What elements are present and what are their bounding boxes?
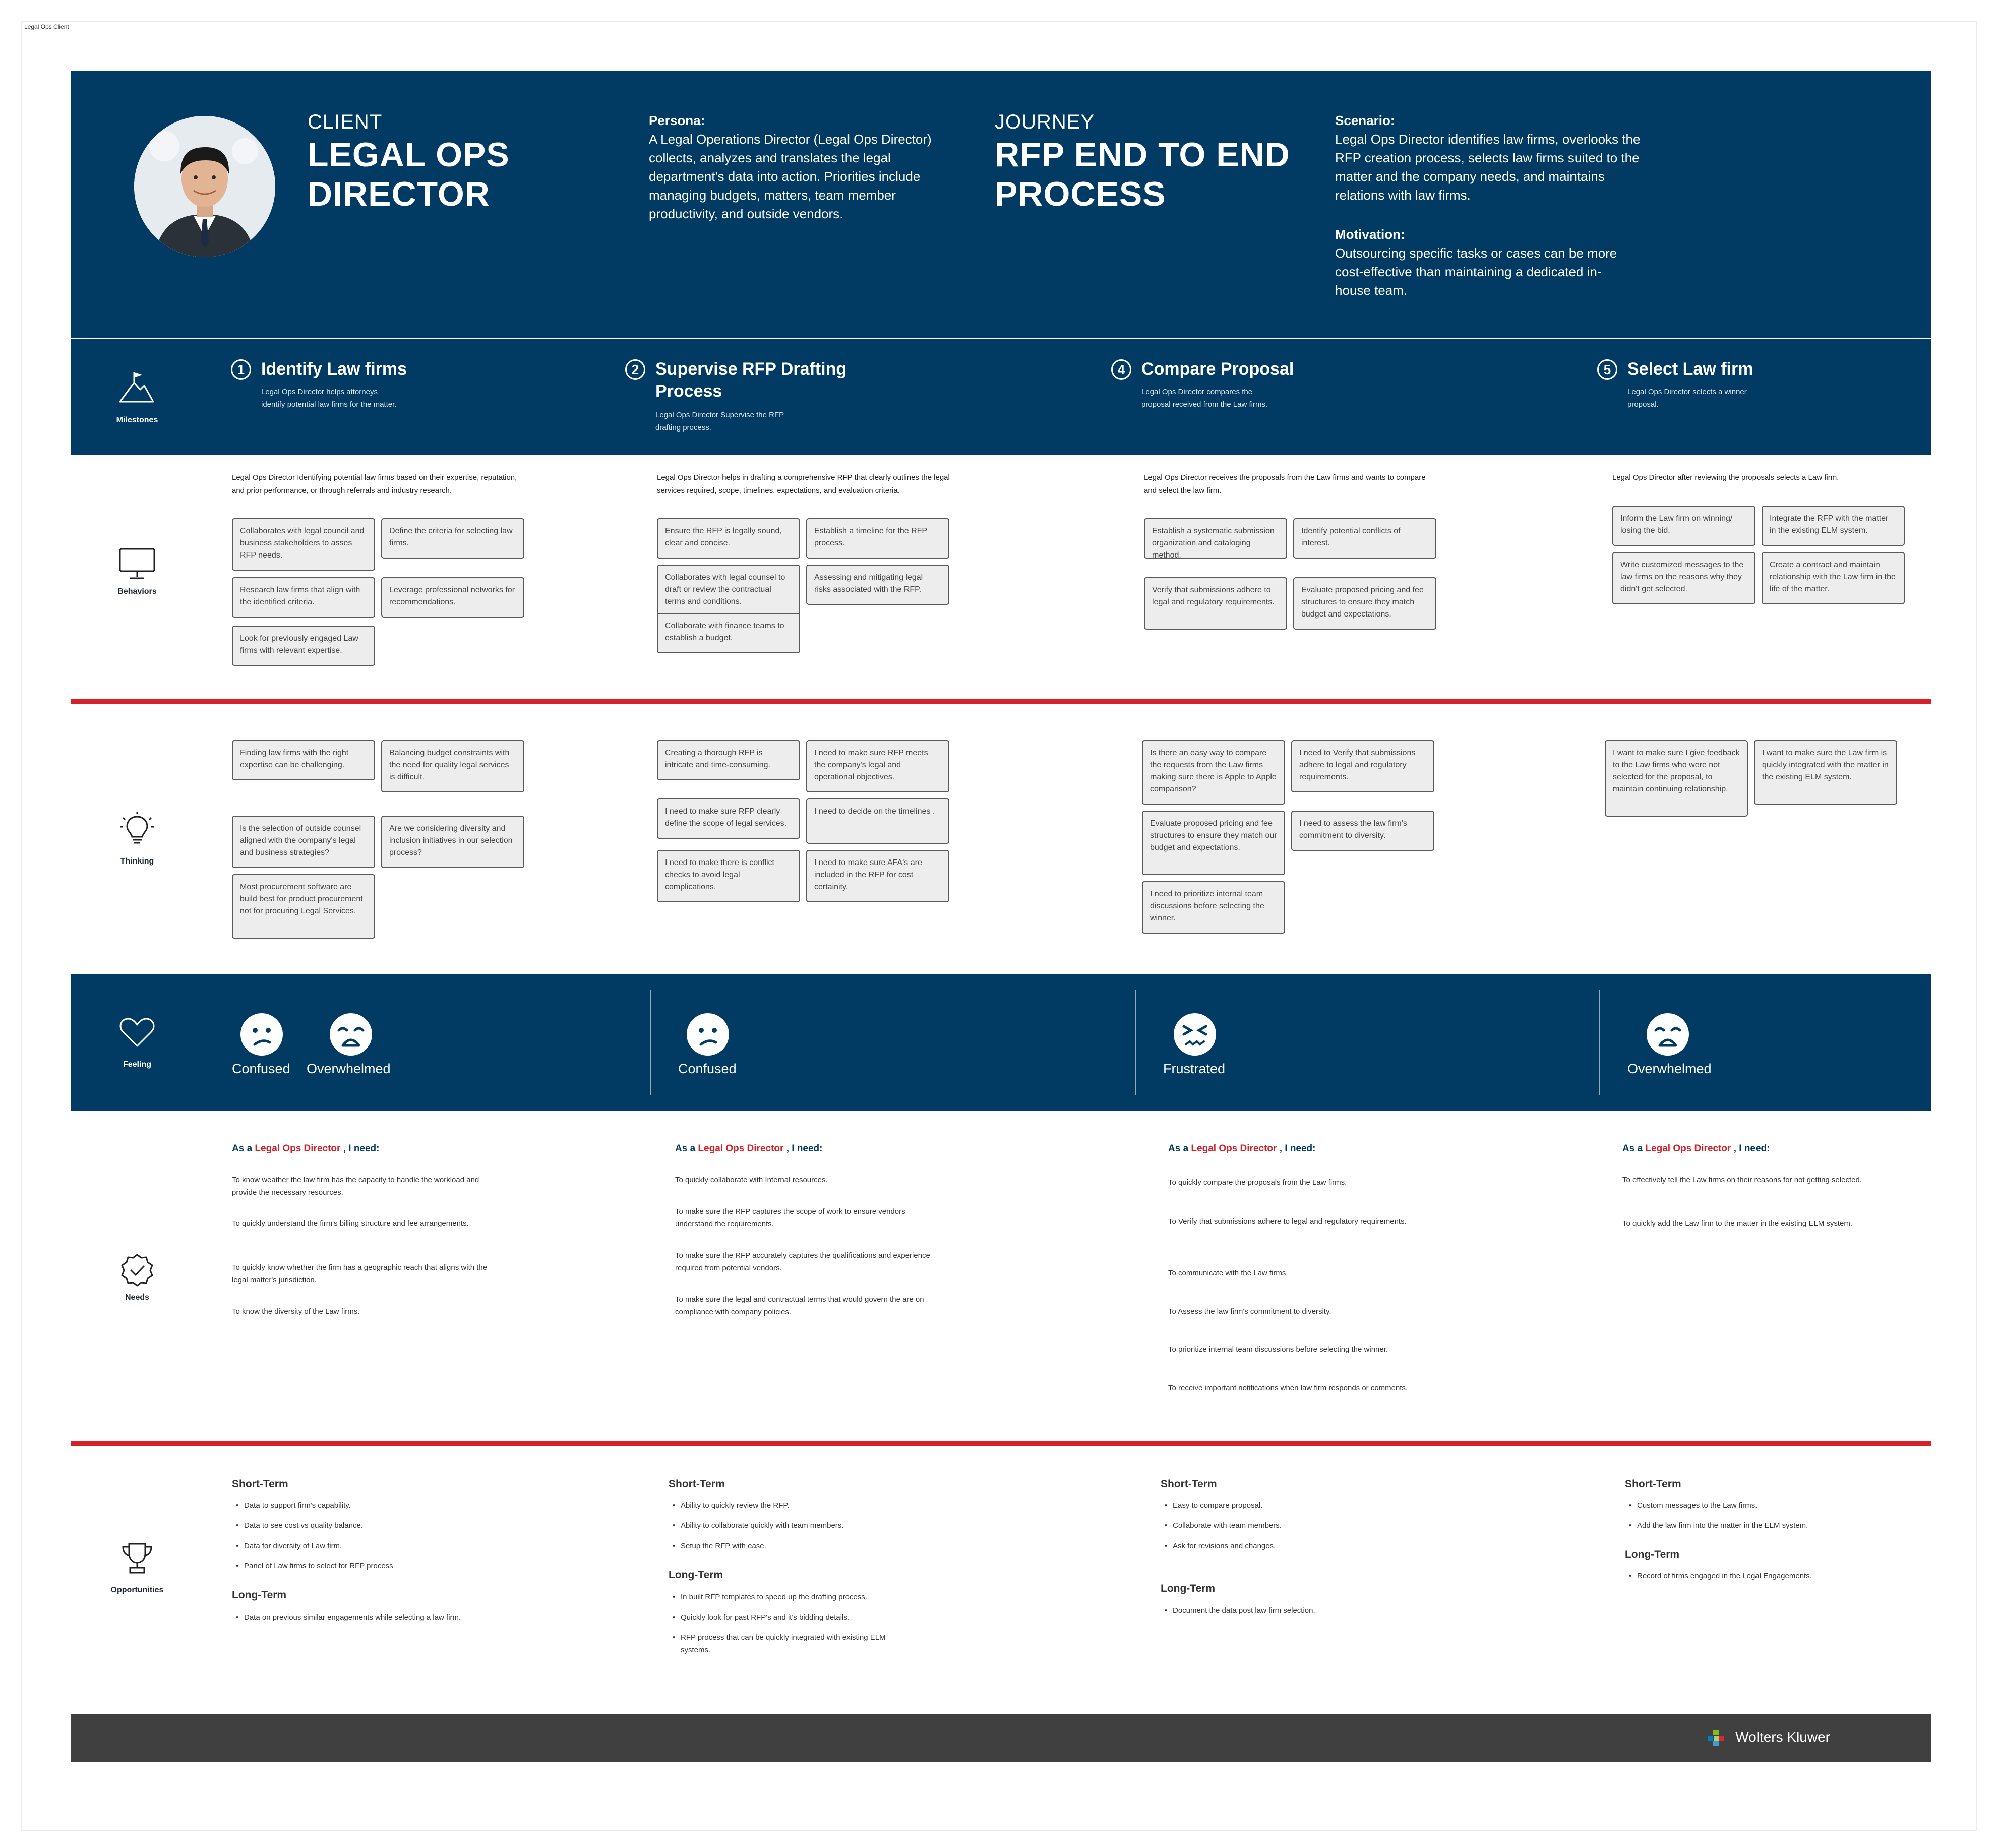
short-term-heading: Short-Term	[1161, 1478, 1217, 1490]
journey-kicker: JOURNEY	[995, 111, 1095, 133]
journey-title-line2: PROCESS	[995, 175, 1166, 213]
thinking-label: Thinking	[120, 857, 154, 866]
opportunity-item: • Collaborate with team members.	[1161, 1519, 1398, 1532]
emotion-label: Overwhelmed	[307, 1061, 391, 1076]
milestone-2-desc: Legal Ops Director Supervise the RFP drafting process.	[655, 411, 784, 432]
opportunity-item: • Data to support firm's capability.	[232, 1499, 469, 1512]
need-item: To make sure the legal and contractual terms that would govern the are on compliance with company policies.	[675, 1295, 924, 1316]
frame-label: Legal Ops Client	[24, 23, 69, 30]
milestone-4-title: Compare Proposal	[1141, 359, 1294, 379]
behavior-note: Ensure the RFP is legally sound, clear and concise.	[657, 518, 800, 559]
needs-heading: As a Legal Ops Director , I need:	[1168, 1143, 1316, 1154]
brand-name: Wolters Kluwer	[1735, 1729, 1830, 1745]
persona-text: A Legal Operations Director (Legal Ops Director) collects, analyzes and translates the legal department's data into action. Priorities include managing budgets, matters, team member productivity, and outside vendors.	[649, 132, 932, 221]
behavior-note: Look for previously engaged Law firms with relevant expertise.	[232, 626, 375, 666]
need-item: To effectively tell the Law firms on their reasons for not getting selected.	[1622, 1176, 1862, 1184]
need-item: To make sure the RFP captures the scope of work to ensure vendors understand the requirements.	[675, 1207, 905, 1228]
behavior-note: Define the criteria for selecting law firms.	[381, 518, 524, 559]
need-item: To quickly collaborate with Internal resources.	[675, 1176, 828, 1184]
behaviors-label: Behaviors	[117, 587, 157, 596]
need-item: To know the diversity of the Law firms.	[232, 1307, 360, 1316]
behavior-note: Leverage professional networks for recommendations.	[381, 577, 524, 618]
behavior-note: Inform the Law firm on winning/ losing the bid.	[1612, 506, 1755, 546]
opportunity-item: • Ability to collaborate quickly with team members.	[669, 1519, 905, 1532]
need-item: To Verify that submissions adhere to legal and regulatory requirements.	[1168, 1217, 1407, 1226]
thought-note: I need to make sure RFP clearly define the scope of legal services.	[657, 798, 800, 839]
milestone-4-number: 4	[1111, 359, 1131, 380]
thought-note: I want to make sure I give feedback to the Law firms who were not selected for the proposal, to maintain continuing relationship.	[1605, 740, 1748, 817]
opportunity-item: • Data to see cost vs quality balance.	[232, 1519, 469, 1532]
opportunity-item: • Setup the RFP with ease.	[669, 1539, 905, 1552]
opportunity-item: • In built RFP templates to speed up the drafting process.	[669, 1591, 905, 1604]
opportunity-item: • Easy to compare proposal.	[1161, 1499, 1398, 1512]
long-term-heading: Long-Term	[1161, 1583, 1216, 1594]
milestone-5-title: Select Law firm	[1627, 359, 1753, 379]
need-item: To quickly compare the proposals from the Law firms.	[1168, 1178, 1347, 1187]
need-item: To quickly add the Law firm to the matter in the existing ELM system.	[1622, 1219, 1853, 1228]
behaviors-intro-1: Legal Ops Director Identifying potential law firms based on their expertise, reputation, and prior performance, or through referrals and industry research.	[232, 473, 517, 495]
client-kicker: CLIENT	[308, 111, 383, 133]
thought-note: I need to make there is conflict checks to avoid legal complications.	[657, 850, 800, 902]
long-term-heading: Long-Term	[1625, 1549, 1680, 1560]
opportunity-item: • Panel of Law firms to select for RFP process	[232, 1560, 469, 1572]
milestone-4-desc: Legal Ops Director compares the proposal received from the Law firms.	[1141, 388, 1268, 409]
milestone-2-number: 2	[625, 359, 645, 380]
opportunity-item: • Quickly look for past RFP's and it's bidding details.	[669, 1611, 905, 1624]
column-divider	[1135, 990, 1136, 1095]
lightbulb-icon	[117, 811, 157, 846]
milestones-band	[71, 339, 1931, 455]
opportunity-item: • RFP process that can be quickly integrated with existing ELM systems.	[669, 1631, 905, 1656]
motivation-text: Outsourcing specific tasks or cases can be more cost-effective than maintaining a dedicated in-house team.	[1335, 245, 1617, 298]
opportunities-label: Opportunities	[110, 1586, 164, 1594]
thought-note: I need to Verify that submissions adhere to legal and regulatory requirements.	[1291, 740, 1434, 792]
thought-note: I need to decide on the timelines .	[806, 798, 949, 844]
thought-note: Creating a thorough RFP is intricate and time-consuming.	[657, 740, 800, 780]
emotion-label: Confused	[678, 1061, 737, 1076]
behavior-note: Write customized messages to the law firms on the reasons why they didn't get selected.	[1612, 552, 1755, 604]
behavior-note: Establish a timeline for the RFP process.	[806, 518, 949, 559]
behavior-note: Establish a systematic submission organization and cataloging method.	[1144, 518, 1287, 559]
thought-note: Most procurement software are build best for product procurement not for procuring Legal Services.	[232, 874, 375, 939]
milestone-1-number: 1	[231, 359, 251, 380]
behaviors-intro-3: Legal Ops Director receives the proposals from the Law firms and wants to compare and select the law firm.	[1144, 473, 1426, 495]
opportunity-item: • Ask for revisions and changes.	[1161, 1539, 1398, 1552]
behavior-note: Evaluate proposed pricing and fee structures to ensure they match budget and expectations.	[1293, 577, 1436, 630]
need-item: To know weather the law firm has the capacity to handle the workload and provide the necessary resources.	[232, 1176, 479, 1197]
opportunity-item: • Ability to quickly review the RFP.	[669, 1499, 905, 1512]
opportunity-item: • Add the law firm into the matter in the ELM system.	[1625, 1519, 1862, 1532]
behaviors-intro-2: Legal Ops Director helps in drafting a comprehensive RFP that clearly outlines the legal services required, scope, timelines, expectations, and evaluation criteria.	[657, 473, 950, 495]
needs-label: Needs	[125, 1293, 150, 1302]
confused-face-icon	[686, 1012, 730, 1057]
thinking-section	[71, 704, 1931, 974]
short-term-heading: Short-Term	[669, 1478, 725, 1490]
summit-flag-icon	[116, 369, 156, 405]
opportunity-item: • Custom messages to the Law firms.	[1625, 1499, 1862, 1512]
thought-note: I need to make sure AFA's are included in the RFP for cost certainity.	[806, 850, 949, 902]
thought-note: Balancing budget constraints with the need for quality legal services is difficult.	[381, 740, 524, 792]
scenario-label: Scenario:	[1335, 113, 1395, 128]
milestone-5-desc: Legal Ops Director selects a winner proposal.	[1627, 388, 1747, 409]
journey-header	[71, 71, 1931, 338]
feeling-band	[71, 974, 1931, 1111]
need-item: To receive important notifications when law firm responds or comments.	[1168, 1384, 1408, 1392]
persona-label: Persona:	[649, 113, 705, 128]
thought-note: Is there an easy way to compare the requests from the Law firms making sure there is Apple to Apple comparison?	[1142, 740, 1285, 805]
trophy-icon	[117, 1541, 157, 1576]
feeling-label: Feeling	[123, 1060, 151, 1069]
thought-note: I need to assess the law firm's commitment to diversity.	[1291, 811, 1434, 851]
need-item: To communicate with the Law firms.	[1168, 1269, 1288, 1277]
column-divider	[1599, 990, 1600, 1095]
thought-note: Are we considering diversity and inclusion initiatives in our selection process?	[381, 816, 524, 868]
motivation-label: Motivation:	[1335, 227, 1405, 242]
client-title-line2: DIRECTOR	[308, 175, 490, 213]
short-term-heading: Short-Term	[1625, 1478, 1681, 1490]
need-item: To prioritize internal team discussions before selecting the winner.	[1168, 1345, 1388, 1354]
red-divider	[71, 1441, 1931, 1446]
wolters-kluwer-logo-icon	[1707, 1729, 1725, 1747]
monitor-icon	[117, 546, 157, 581]
behavior-note: Integrate the RFP with the matter in the existing ELM system.	[1762, 506, 1905, 546]
thought-note: I need to prioritize internal team discussions before selecting the winner.	[1142, 881, 1285, 934]
milestone-1-desc: Legal Ops Director helps attorneys identify potential law firms for the matter.	[261, 388, 397, 409]
behavior-note: Collaborates with legal council and business stakeholders to asses RFP needs.	[232, 518, 375, 571]
emotion-label: Confused	[232, 1061, 290, 1076]
thought-note: I want to make sure the Law firm is quickly integrated with the matter in the existing ELM system.	[1754, 740, 1897, 805]
behavior-note: Identify potential conflicts of interest.	[1293, 518, 1436, 559]
thought-note: Is the selection of outside counsel aligned with the company's legal and business strategies?	[232, 816, 375, 868]
footer-bar	[71, 1714, 1931, 1762]
heart-icon	[117, 1015, 157, 1050]
opportunity-item: • Data for diversity of Law firm.	[232, 1539, 469, 1552]
emotion-label: Frustrated	[1163, 1061, 1226, 1076]
red-divider	[71, 699, 1931, 704]
opportunities-section	[71, 1446, 1931, 1708]
need-item: To Assess the law firm's commitment to diversity.	[1168, 1307, 1331, 1316]
behavior-note: Create a contract and maintain relationship with the Law firm in the life of the matter.	[1762, 552, 1905, 604]
milestones-label: Milestones	[116, 416, 158, 424]
behavior-note: Verify that submissions adhere to legal and regulatory requirements.	[1144, 577, 1287, 630]
milestone-2-title-line1: Supervise RFP Drafting	[655, 359, 847, 379]
scenario-text: Legal Ops Director identifies law firms, overlooks the RFP creation process, selects law firms suited to the matter and the company needs, and maintains relations with law firms.	[1335, 132, 1641, 203]
opportunity-item: • Record of firms engaged in the Legal Engagements.	[1625, 1570, 1862, 1582]
needs-heading: As a Legal Ops Director , I need:	[232, 1143, 380, 1154]
behavior-note: Assessing and mitigating legal risks associated with the RFP.	[806, 565, 949, 605]
need-item: To quickly understand the firm's billing structure and fee arrangements.	[232, 1219, 469, 1228]
persona-avatar	[134, 116, 275, 257]
long-term-heading: Long-Term	[232, 1589, 287, 1601]
need-item: To make sure the RFP accurately captures the qualifications and experience required from potential vendors.	[675, 1251, 930, 1272]
emotion-label: Overwhelmed	[1627, 1061, 1712, 1076]
thought-note: Finding law firms with the right expertise can be challenging.	[232, 740, 375, 780]
journey-title-line1: RFP END TO END	[995, 136, 1290, 174]
milestone-5-number: 5	[1597, 359, 1617, 380]
needs-heading: As a Legal Ops Director , I need:	[675, 1143, 823, 1154]
overwhelmed-face-icon	[329, 1012, 373, 1057]
confused-face-icon	[239, 1012, 284, 1057]
milestone-2-title-line2: Process	[655, 382, 722, 401]
overwhelmed-face-icon	[1646, 1012, 1690, 1057]
behavior-note: Research law firms that align with the identified criteria.	[232, 577, 375, 618]
needs-heading: As a Legal Ops Director , I need:	[1622, 1143, 1770, 1154]
behaviors-section	[71, 455, 1931, 697]
client-title-line1: LEGAL OPS	[308, 136, 510, 174]
needs-section	[71, 1111, 1931, 1441]
need-item: To quickly know whether the firm has a geographic reach that aligns with the legal matter's jurisdiction.	[232, 1263, 488, 1284]
behaviors-intro-4: Legal Ops Director after reviewing the proposals selects a Law firm.	[1612, 473, 1839, 482]
milestone-1-title: Identify Law firms	[261, 359, 407, 379]
thought-note: Evaluate proposed pricing and fee structures to ensure they match our budget and expectations.	[1142, 811, 1285, 875]
frustrated-face-icon	[1173, 1012, 1217, 1057]
badge-check-icon	[117, 1253, 157, 1288]
opportunity-item: • Data on previous similar engagements while selecting a law firm.	[232, 1611, 474, 1624]
behavior-note: Collaborate with finance teams to establish a budget.	[657, 613, 800, 653]
thought-note: I need to make sure RFP meets the company's legal and operational objectives.	[806, 740, 949, 792]
behavior-note: Collaborates with legal counsel to draft or review the contractual terms and conditions.	[657, 565, 800, 617]
opportunity-item: • Document the data post law firm selection.	[1161, 1604, 1398, 1617]
short-term-heading: Short-Term	[232, 1478, 288, 1490]
column-divider	[650, 990, 651, 1095]
long-term-heading: Long-Term	[669, 1569, 723, 1581]
